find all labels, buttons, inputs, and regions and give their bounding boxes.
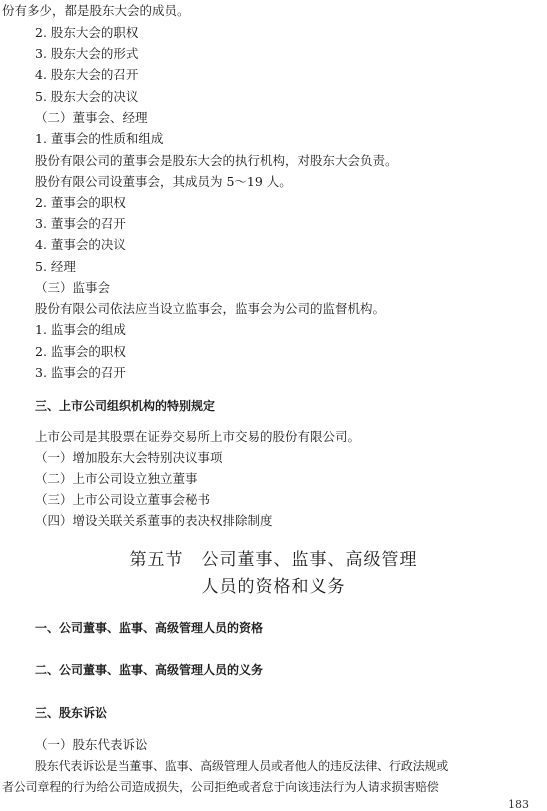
line-23: （四）增设关联关系董事的表决权排除制度	[35, 513, 273, 528]
line-0: 份有多少，都是股东大会的成员。	[2, 3, 190, 18]
line-4: 5. 股东大会的决议	[35, 89, 139, 104]
line-22: （三）上市公司设立董事会秘书	[35, 492, 211, 507]
section-heading-obligation: 二、公司董事、监事、高级管理人员的义务	[35, 663, 264, 677]
line-7: 股份有限公司的董事会是股东大会的执行机构，对股东大会负责。	[35, 153, 398, 168]
line-16: 2. 监事会的职权	[35, 344, 126, 359]
line-11: 4. 董事会的决议	[35, 237, 126, 252]
line-14: 股份有限公司依法应当设立监事会，监事会为公司的监督机构。	[35, 301, 386, 316]
page-number: 183	[508, 798, 529, 811]
section-heading-listed-company: 三、上市公司组织机构的特别规定	[35, 399, 216, 413]
line-30: 股东代表诉讼是当董事、监事、高级管理人员或者他人的违反法律、行政法规或	[35, 759, 449, 773]
section-heading-qualification: 一、公司董事、监事、高级管理人员的资格	[35, 621, 264, 635]
chapter-title-line-1: 第五节 公司董事、监事、高级管理	[129, 550, 418, 570]
line-10: 3. 董事会的召开	[35, 216, 126, 231]
line-20: （一）增加股东大会特别决议事项	[35, 450, 223, 465]
line-15: 1. 监事会的组成	[35, 322, 126, 337]
line-17: 3. 监事会的召开	[35, 365, 126, 380]
line-21: （二）上市公司设立独立董事	[35, 471, 198, 486]
chapter-title-line-2: 人员的资格和义务	[201, 577, 346, 597]
line-31: 者公司章程的行为给公司造成损失，公司拒绝或者怠于向该违法行为人请求损害赔偿	[2, 780, 439, 794]
line-12: 5. 经理	[35, 259, 76, 274]
line-1: 2. 股东大会的职权	[35, 25, 139, 40]
line-13: （三）监事会	[35, 280, 111, 295]
line-8: 股份有限公司设董事会，其成员为 5～19 人。	[35, 174, 292, 189]
line-5: （二）董事会、经理	[35, 110, 148, 125]
line-9: 2. 董事会的职权	[35, 195, 126, 210]
line-29: （一）股东代表诉讼	[35, 737, 148, 752]
line-2: 3. 股东大会的形式	[35, 46, 139, 61]
line-6: 1. 董事会的性质和组成	[35, 131, 164, 146]
line-3: 4. 股东大会的召开	[35, 67, 139, 82]
section-heading-shareholder-litigation: 三、股东诉讼	[35, 706, 108, 720]
line-19: 上市公司是其股票在证券交易所上市交易的股份有限公司。	[35, 429, 361, 444]
